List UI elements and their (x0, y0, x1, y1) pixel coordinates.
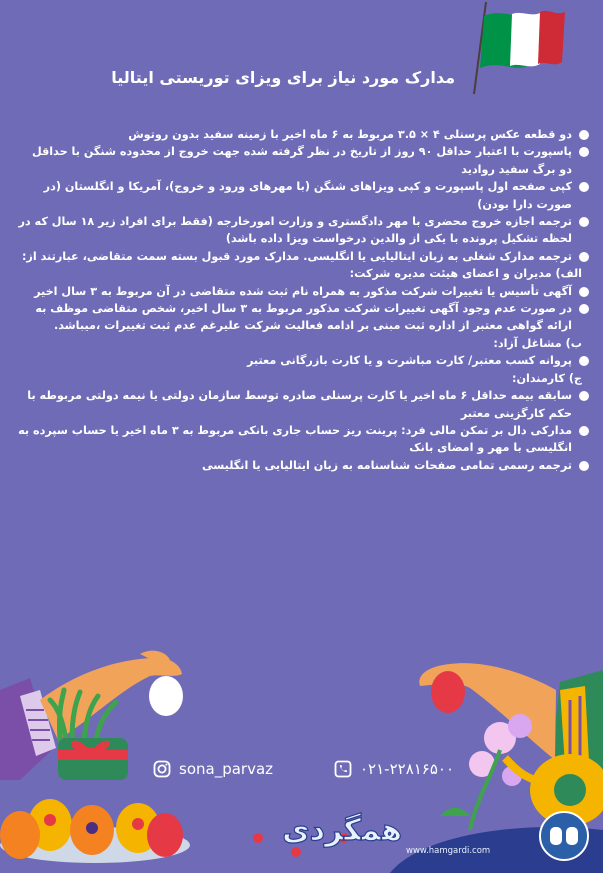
list-item: کپی صفحه اول پاسپورت و کپی ویزاهای شنگن (با مهرهای ورود و خروج)، آمریکا و انگلستان (در صورت دارا بودن) (18, 178, 590, 213)
list-subheading: ج) کارمندان: (511, 371, 582, 385)
requirements-list (18, 126, 590, 474)
page-title: مدارک مورد نیاز برای ویزای توریستی ایتالیا (111, 68, 455, 87)
list-item: پاسپورت با اعتبار حداقل ۹۰ روز از تاریخ در نظر گرفته شده جهت خروج از محدوده شنگن با حداقل دو برگ سفید روادید (18, 143, 590, 178)
list-item: مدارکی دال بر تمکن مالی فرد: پرینت ریز حساب جاری بانکی مربوط به ۳ ماه اخیر یا حساب سپرده به انگلیسی با مهر و امضای بانک (18, 422, 590, 457)
list-item: آگهی تأسیس یا تغییرات شرکت مذکور به همراه نام ثبت شده متقاضی در آن مربوط به ۳ سال اخیر (18, 283, 590, 300)
hamgardi-url: www.hamgardi.com (406, 846, 491, 856)
flag-italy-icon (472, 2, 567, 94)
hamgardi-logo (282, 806, 598, 866)
instagram-icon (153, 760, 171, 778)
list-item: در صورت عدم وجود آگهی تغییرات شرکت مذکور مربوط به ۳ سال اخیر، شخص متقاضی موظف به ارائه گواهی معتبر از اداره ثبت مبنی بر ادامه فعالیت شرکت علیرغم عدم ثبت تغییرات ،میباشد. (18, 300, 590, 335)
list-subheading: ب) مشاغل آزاد: (493, 336, 582, 350)
phone-contact[interactable] (334, 758, 454, 780)
phone-icon (334, 760, 352, 778)
instagram-contact[interactable] (153, 758, 273, 780)
list-item: ترجمه مدارک شغلی به زبان ایتالیایی یا انگلیسی. مدارک مورد قبول بسته سمت متقاضی، عبارتند از: (18, 248, 590, 265)
instagram-handle: sona_parvaz (179, 760, 274, 778)
list-item: سابقه بیمه حداقل ۶ ماه اخیر یا کارت پرسنلی صادره توسط سازمان دولتی یا نیمه دولتی مربوطه با حکم کارگزینی معتبر (18, 387, 590, 422)
list-item: دو قطعه عکس پرسنلی ۴ × ۳.۵ مربوط به ۶ ماه اخیر با زمینه سفید بدون روتوش (18, 126, 590, 143)
list-item: ترجمه اجازه خروج محضری با مهر دادگستری و وزارت امورخارجه (فقط برای افراد زیر ۱۸ سال که در لحظه تشکیل پرونده با یکی از والدین درخواست ویزا داده باشد) (18, 213, 590, 248)
list-item: ترجمه رسمی تمامی صفحات شناسنامه به زبان ایتالیایی یا انگلیسی (18, 457, 590, 474)
list-item: پروانه کسب معتبر/ کارت مباشرت و یا کارت بازرگانی معتبر (18, 352, 590, 369)
phone-number: ۰۲۱-۲۲۸۱۶۵۰۰ (360, 760, 455, 778)
list-subheading: الف) مدیران و اعضای هیئت مدیره شرکت: (349, 267, 582, 281)
svg-text:همگردی: همگردی (282, 813, 402, 848)
